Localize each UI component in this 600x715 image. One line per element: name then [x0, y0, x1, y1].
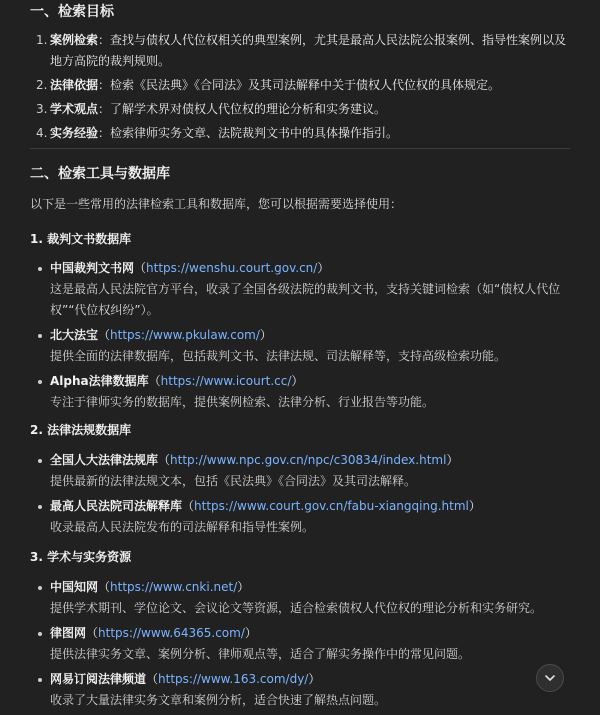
section-divider	[30, 148, 570, 149]
list-item	[30, 623, 570, 665]
paren-open: （	[158, 453, 171, 467]
list-item	[30, 669, 570, 711]
resource-link[interactable]: https://www.163.com/dy/	[158, 672, 309, 686]
resource-desc: 提供法律实务文章、案例分析、律师观点等，适合了解实务操作中的常见问题。	[50, 647, 471, 661]
list-number: 2.	[36, 78, 48, 92]
paren-close: ）	[317, 261, 330, 275]
group-title-laws: 2. 法律法规数据库	[30, 423, 132, 437]
resource-desc: 提供最新的法律法规文本，包括《民法典》《合同法》及其司法解释。	[50, 474, 417, 488]
resource-link[interactable]: https://www.cnki.net/	[110, 580, 238, 594]
list-item	[30, 450, 570, 492]
resource-name: 中国裁判文书网	[50, 261, 135, 275]
group-list-laws	[30, 450, 570, 542]
resource-link[interactable]: https://www.pkulaw.com/	[110, 328, 260, 342]
resource-name: Alpha法律数据库	[50, 374, 149, 388]
section2-intro: 以下是一些常用的法律检索工具和数据库，您可以根据需要选择使用：	[30, 197, 403, 211]
paren-open: （	[134, 261, 147, 275]
resource-link[interactable]: http://www.npc.gov.cn/npc/c30834/index.html	[170, 453, 447, 467]
paren-open: （	[148, 374, 161, 388]
list-item	[30, 99, 570, 120]
paren-close: ）	[244, 626, 257, 640]
paren-close: ）	[446, 453, 459, 467]
list-item	[30, 325, 570, 367]
group-list-academic	[30, 577, 570, 715]
paren-open: （	[146, 672, 159, 686]
group-list-judgments	[30, 258, 570, 417]
goals-list	[30, 30, 570, 147]
group-title-judgments: 1. 裁判文书数据库	[30, 232, 132, 246]
item-text: ：检索律师实务文章、法院裁判文书中的具体操作指引。	[98, 126, 399, 140]
resource-link[interactable]: https://www.court.gov.cn/fabu-xiangqing.html	[194, 499, 469, 513]
list-item	[30, 30, 570, 72]
item-label: 案例检索	[50, 33, 99, 47]
paren-close: ）	[237, 580, 250, 594]
list-number: 4.	[36, 126, 48, 140]
list-item	[30, 258, 570, 321]
list-item	[30, 496, 570, 538]
resource-desc: 这是最高人民法院官方平台，收录了全国各级法院的裁判文书，支持关键词检索（如“债权人代位权”“代位权纠纷”）。	[50, 282, 561, 317]
item-text: ：查找与债权人代位权相关的典型案例，尤其是最高人民法院公报案例、指导性案例以及地方高院的裁判规则。	[50, 33, 567, 68]
section2-title: 二、检索工具与数据库	[30, 166, 170, 182]
paren-close: ）	[259, 328, 272, 342]
list-item	[30, 577, 570, 619]
paren-close: ）	[308, 672, 321, 686]
group-title-academic: 3. 学术与实务资源	[30, 550, 132, 564]
chevron-down-icon	[544, 672, 556, 684]
item-label: 法律依据	[50, 78, 99, 92]
resource-link[interactable]: https://www.icourt.cc/	[160, 374, 292, 388]
resource-desc: 专注于律师实务的数据库，提供案例检索、法律分析、行业报告等功能。	[50, 395, 435, 409]
resource-link[interactable]: https://wenshu.court.gov.cn/	[146, 261, 318, 275]
resource-desc: 提供全面的法律数据库，包括裁判文书、法律法规、司法解释等，支持高级检索功能。	[50, 349, 507, 363]
paren-open: （	[86, 626, 99, 640]
list-item	[30, 371, 570, 413]
resource-desc: 收录了大量法律实务文章和案例分析，适合快速了解热点问题。	[50, 693, 387, 707]
item-label: 实务经验	[50, 126, 99, 140]
list-number: 3.	[36, 102, 48, 116]
section1-title: 一、检索目标	[30, 4, 114, 20]
resource-desc: 收录最高人民法院发布的司法解释和指导性案例。	[50, 520, 315, 534]
item-text: ：检索《民法典》《合同法》及其司法解释中关于债权人代位权的具体规定。	[98, 78, 501, 92]
scroll-down-button[interactable]	[536, 664, 564, 692]
resource-name: 最高人民法院司法解释库	[50, 499, 183, 513]
resource-name: 律图网	[50, 626, 87, 640]
list-item	[30, 75, 570, 96]
resource-desc: 提供学术期刊、学位论文、会议论文等资源，适合检索债权人代位权的理论分析和实务研究。	[50, 601, 543, 615]
paren-open: （	[98, 328, 111, 342]
resource-name: 北大法宝	[50, 328, 99, 342]
resource-name: 全国人大法律法规库	[50, 453, 159, 467]
paren-open: （	[98, 580, 111, 594]
item-text: ：了解学术界对债权人代位权的理论分析和实务建议。	[98, 102, 387, 116]
item-label: 学术观点	[50, 102, 99, 116]
paren-close: ）	[291, 374, 304, 388]
list-item	[30, 123, 570, 144]
resource-name: 中国知网	[50, 580, 99, 594]
paren-close: ）	[468, 499, 481, 513]
paren-open: （	[182, 499, 195, 513]
list-number: 1.	[36, 33, 48, 47]
resource-link[interactable]: https://www.64365.com/	[98, 626, 245, 640]
resource-name: 网易订阅法律频道	[50, 672, 147, 686]
